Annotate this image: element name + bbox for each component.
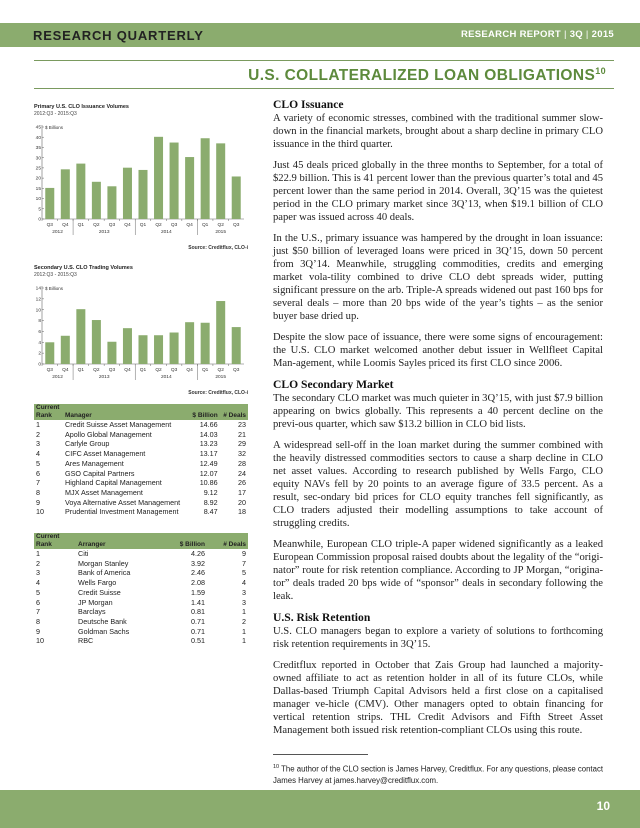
y-tick-label: 12 bbox=[35, 297, 41, 303]
amount-cell: 0.81 bbox=[191, 607, 205, 617]
y-tick-label: 25 bbox=[35, 166, 41, 172]
x-tick-label: Q4 bbox=[186, 223, 193, 228]
name-cell: Citi bbox=[78, 549, 89, 559]
paragraph: Creditflux reported in October that Zais Group had launched a majority-owned affiliate to act as retention holder in all of its future CLOs, while Dallas-based Triumph Capital Advisors held a first close on a capitalised manager ve-hicle (CMV). Other managers opted to obtain financing for vertical retention strips. THL Credit Advisors and Fifth Street Asset Management both issued risk retention-compliant CLOs using this route. bbox=[273, 660, 603, 736]
footer-bar bbox=[0, 790, 640, 828]
bar bbox=[61, 336, 70, 364]
deals-cell: 32 bbox=[238, 449, 246, 459]
rank-cell: 4 bbox=[36, 449, 40, 459]
x-tick-label: Q3 bbox=[46, 223, 53, 228]
rank-cell: 8 bbox=[36, 616, 40, 626]
amount-cell: 8.92 bbox=[203, 497, 218, 507]
y-tick-label: 2 bbox=[38, 351, 41, 357]
bar bbox=[107, 342, 116, 364]
primary-issuance-svg bbox=[34, 117, 248, 245]
y-tick-label: 0 bbox=[38, 217, 41, 223]
header-bar bbox=[0, 23, 640, 47]
deals-cell: 9 bbox=[242, 549, 246, 559]
x-tick-label: Q3 bbox=[233, 368, 240, 373]
table-row bbox=[34, 478, 248, 488]
title-rule-top bbox=[34, 60, 614, 61]
deals-cell: 17 bbox=[238, 487, 246, 497]
rank-cell: 8 bbox=[36, 487, 40, 497]
x-tick-label: Q1 bbox=[201, 223, 209, 228]
year-label: 2012 bbox=[52, 230, 63, 235]
name-cell: RBC bbox=[78, 636, 94, 646]
y-tick-label: 14 bbox=[35, 286, 41, 292]
bar bbox=[154, 335, 163, 364]
bar bbox=[185, 157, 194, 219]
rank-cell: 7 bbox=[36, 607, 40, 617]
deals-cell: 28 bbox=[238, 458, 246, 468]
paragraph: A variety of economic stresses, combined with the traditional summer slow-down in the financial markets, brought about a sharp decline in primary CLO issuance in the third quarter. bbox=[273, 113, 603, 150]
amount-cell: 2.46 bbox=[191, 568, 205, 578]
section-title: U.S. COLLATERALIZED LOAN OBLIGATIONS$^{10}$ bbox=[248, 66, 606, 85]
deals-cell: 2 bbox=[242, 616, 246, 626]
chart-source: Source: Creditflux, CLO-i bbox=[188, 245, 248, 251]
rank-cell: 9 bbox=[36, 497, 40, 507]
deals-cell: 23 bbox=[238, 420, 246, 429]
rank-cell: 7 bbox=[36, 478, 40, 488]
x-tick-label: Q4 bbox=[124, 223, 131, 228]
deals-cell: 5 bbox=[242, 568, 246, 578]
x-tick-label: Q2 bbox=[155, 223, 162, 228]
rank-cell: 10 bbox=[36, 636, 44, 646]
bar bbox=[201, 323, 210, 364]
footnote-rule bbox=[273, 754, 368, 755]
table-header: Rank bbox=[34, 541, 76, 549]
y-tick-label: 40 bbox=[35, 135, 41, 141]
unit-label: $ Billions bbox=[45, 286, 64, 291]
rank-cell: 2 bbox=[36, 558, 40, 568]
paragraph: U.S. CLO managers began to explore a variety of solutions to forthcoming risk retention requirements in 3Q’15. bbox=[273, 626, 603, 650]
primary-issuance-chart bbox=[34, 104, 248, 251]
paragraph: Despite the slow pace of issuance, there were some signs of encouragement: the U.S. CLO market welcomed another debut issuer in Wellfleet Capital Man-agement, while Loomis Sayles priced its first CLO since 2006. bbox=[273, 332, 603, 369]
rank-cell: 5 bbox=[36, 587, 40, 597]
title-rule-bottom bbox=[34, 88, 614, 89]
bar bbox=[185, 322, 194, 364]
table-row bbox=[34, 578, 248, 588]
year-label: 2013 bbox=[98, 230, 110, 235]
year-label: 2014 bbox=[160, 230, 172, 235]
publication-title: RESEARCH QUARTERLY bbox=[33, 28, 204, 43]
name-cell: Barclays bbox=[78, 607, 106, 617]
bar bbox=[154, 137, 163, 219]
bar bbox=[170, 143, 179, 219]
x-tick-label: Q1 bbox=[139, 368, 147, 373]
bar bbox=[76, 164, 85, 219]
manager-league-table bbox=[34, 404, 248, 517]
x-tick-label: Q3 bbox=[46, 368, 53, 373]
name-cell: GSO Capital Partners bbox=[65, 468, 135, 478]
deals-cell: 4 bbox=[242, 578, 246, 588]
x-tick-label: Q3 bbox=[170, 368, 178, 373]
rank-cell: 6 bbox=[36, 597, 40, 607]
bar bbox=[216, 143, 225, 219]
table-header: Current bbox=[34, 533, 76, 541]
x-tick-label: Q2 bbox=[217, 368, 224, 373]
name-cell: Prudential Investment Management bbox=[65, 507, 179, 517]
unit-label: $ Billions bbox=[45, 125, 64, 130]
bar bbox=[170, 333, 179, 364]
report-label: RESEARCH REPORT | 3Q | 2015 bbox=[460, 29, 614, 40]
heading-secondary-market: CLO Secondary Market bbox=[273, 378, 394, 391]
table-row bbox=[34, 420, 248, 430]
y-tick-label: 5 bbox=[38, 207, 41, 213]
y-tick-label: 45 bbox=[35, 125, 41, 131]
x-tick-label: Q1 bbox=[139, 223, 147, 228]
amount-cell: 2.08 bbox=[191, 578, 205, 588]
table-row bbox=[34, 449, 248, 459]
bar bbox=[232, 176, 241, 219]
table-row bbox=[34, 430, 248, 440]
paragraph: The secondary CLO market was much quieter in 3Q’15, with just $7.9 billion appearing on bwics globally. This represents a 40 percent decline on the previ-ous quarter, which saw $13.2 billion in CLO bid lists. bbox=[273, 393, 603, 430]
rank-cell: 10 bbox=[36, 507, 44, 517]
name-cell: Morgan Stanley bbox=[78, 558, 129, 568]
amount-cell: 10.86 bbox=[199, 478, 218, 488]
table-header: # Deals bbox=[207, 541, 248, 549]
y-tick-label: 0 bbox=[38, 362, 41, 368]
heading-clo-issuance: CLO Issuance bbox=[273, 98, 344, 111]
table-row bbox=[34, 607, 248, 617]
bar bbox=[201, 138, 210, 219]
amount-cell: 14.66 bbox=[199, 420, 218, 429]
bar bbox=[45, 188, 54, 219]
table-header: $ Billion bbox=[162, 541, 207, 549]
bar bbox=[107, 186, 116, 219]
x-tick-label: Q2 bbox=[155, 368, 162, 373]
paragraph: Meanwhile, European CLO triple-A paper widened significantly as a leaked European Commission proposal raised doubts about the legality of the “origi-nator” route for risk retention compliance. According to JP Morgan, “origina-tor” deals traded 20 bps wide of “sponsor” deals in secondary following the leak. bbox=[273, 539, 603, 602]
paragraph: A widespread sell-off in the loan market during the summer combined with the heavily distressed commodities sectors to cause a sharp decline in CLO net asset values. According to research published by Wells Fargo, CLO equity NAVs fell by 20 points to an average figure of 33.5 percent. As a result, sec-ondary bid prices for CLO equity tranches fell significantly, as CLO traders adjusted their modelling assumptions to take account of struggling credits. bbox=[273, 440, 603, 529]
deals-cell: 3 bbox=[242, 587, 246, 597]
secondary-trading-chart bbox=[34, 265, 248, 396]
table-row bbox=[34, 568, 248, 578]
name-cell: Apollo Global Management bbox=[65, 429, 152, 439]
bar bbox=[76, 309, 85, 364]
bar bbox=[138, 335, 147, 364]
deals-cell: 24 bbox=[238, 468, 246, 478]
name-cell: Bank of America bbox=[78, 568, 131, 578]
name-cell: Wells Fargo bbox=[78, 578, 117, 588]
name-cell: Credit Suisse Asset Management bbox=[65, 420, 172, 429]
x-tick-label: Q3 bbox=[233, 223, 240, 228]
y-tick-label: 10 bbox=[35, 308, 41, 314]
year-label: 2015 bbox=[215, 375, 227, 380]
deals-cell: 29 bbox=[238, 439, 246, 449]
x-tick-label: Q3 bbox=[108, 368, 116, 373]
table-row bbox=[34, 549, 248, 559]
x-tick-label: Q2 bbox=[93, 368, 100, 373]
amount-cell: 12.07 bbox=[199, 468, 218, 478]
arranger-league-table bbox=[34, 533, 248, 646]
x-tick-label: Q4 bbox=[62, 368, 69, 373]
y-tick-label: 20 bbox=[35, 176, 41, 182]
name-cell: Deutsche Bank bbox=[78, 616, 127, 626]
left-column bbox=[34, 104, 248, 646]
deals-cell: 1 bbox=[242, 626, 246, 636]
name-cell: JP Morgan bbox=[78, 597, 113, 607]
deals-cell: 20 bbox=[238, 497, 246, 507]
bar bbox=[216, 301, 225, 364]
footnote: $^{10}$ The author of the CLO section is James Harvey, Creditflux. For any questions, please contact James Harvey at james.harvey@creditflux.com. bbox=[273, 764, 604, 785]
chart-source: Source: Creditflux, CLO-i bbox=[188, 390, 248, 396]
x-tick-label: Q4 bbox=[62, 223, 69, 228]
table-header: Current bbox=[34, 404, 63, 412]
amount-cell: 1.59 bbox=[191, 587, 205, 597]
rank-cell: 5 bbox=[36, 458, 40, 468]
chart-title: Secondary U.S. CLO Trading Volumes bbox=[34, 265, 133, 271]
table-header: Rank bbox=[34, 412, 63, 420]
x-tick-label: Q1 bbox=[77, 223, 85, 228]
rank-cell: 1 bbox=[36, 549, 40, 559]
rank-cell: 2 bbox=[36, 429, 40, 439]
table-row bbox=[34, 469, 248, 479]
name-cell: Voya Alternative Asset Management bbox=[65, 497, 181, 507]
chart-subtitle: 2012:Q3 - 2015:Q3 bbox=[34, 272, 77, 278]
y-tick-label: 6 bbox=[38, 330, 41, 336]
deals-cell: 1 bbox=[242, 636, 246, 646]
amount-cell: 9.12 bbox=[203, 487, 218, 497]
amount-cell: 8.47 bbox=[203, 507, 218, 517]
chart-subtitle: 2012:Q3 - 2015:Q3 bbox=[34, 111, 77, 117]
bar bbox=[123, 168, 132, 219]
deals-cell: 3 bbox=[242, 597, 246, 607]
table-row bbox=[34, 588, 248, 598]
table-header: # Deals bbox=[220, 412, 248, 420]
year-label: 2014 bbox=[160, 375, 172, 380]
table-row bbox=[34, 498, 248, 508]
y-tick-label: 8 bbox=[38, 319, 41, 325]
bar bbox=[123, 328, 132, 364]
rank-cell: 4 bbox=[36, 578, 40, 588]
heading-risk-retention: U.S. Risk Retention bbox=[273, 611, 371, 624]
bar bbox=[61, 169, 70, 219]
bar bbox=[92, 182, 101, 219]
name-cell: Goldman Sachs bbox=[78, 626, 130, 636]
table-row bbox=[34, 559, 248, 569]
bar bbox=[92, 320, 101, 364]
table-row bbox=[34, 598, 248, 608]
rank-cell: 6 bbox=[36, 468, 40, 478]
amount-cell: 0.71 bbox=[191, 626, 205, 636]
amount-cell: 4.26 bbox=[191, 549, 205, 559]
x-tick-label: Q2 bbox=[93, 223, 100, 228]
name-cell: CIFC Asset Management bbox=[65, 449, 146, 459]
x-tick-label: Q2 bbox=[217, 223, 224, 228]
x-tick-label: Q4 bbox=[186, 368, 193, 373]
amount-cell: 0.51 bbox=[191, 636, 205, 646]
bar bbox=[45, 342, 54, 364]
table-header: Manager bbox=[63, 412, 189, 420]
name-cell: Ares Management bbox=[65, 458, 124, 468]
rank-cell: 9 bbox=[36, 626, 40, 636]
x-tick-label: Q3 bbox=[108, 223, 116, 228]
x-tick-label: Q1 bbox=[201, 368, 209, 373]
table-row bbox=[34, 617, 248, 627]
table-row bbox=[34, 439, 248, 449]
amount-cell: 13.17 bbox=[199, 449, 218, 459]
bar bbox=[232, 327, 241, 364]
y-tick-label: 30 bbox=[35, 156, 41, 162]
paragraph: Just 45 deals priced globally in the three months to September, for a total of $22.9 billion. This is 41 percent lower than the previous quarter’s total and 45 percent lower than the same period in 2014. Overall, 3Q’15 was the quietest period in the CLO primary market since 3Q’13, when $19.1 billion of CLO paper was issued across 40 deals. bbox=[273, 160, 604, 223]
amount-cell: 0.71 bbox=[191, 616, 205, 626]
deals-cell: 26 bbox=[238, 478, 246, 488]
name-cell: Highland Capital Management bbox=[65, 478, 162, 488]
paragraph: In the U.S., primary issuance was hampered by the drought in loan issuance: just $50 billion of leveraged loans were priced in 3Q’15, down 50 percent from 3Q’14. Meanwhile, struggling commodities, credits and emerging market vola-tility combined to drive CLO debt spreads wider, putting significant pressure on the arb. Triple-A spreads widened out past 160 bps for several deals – more than 20 bps wide of the year’s tights – as the senior buyer base dried up. bbox=[273, 233, 603, 322]
deals-cell: 21 bbox=[238, 429, 246, 439]
y-tick-label: 4 bbox=[38, 340, 41, 346]
table-header: Arranger bbox=[76, 541, 162, 549]
year-label: 2015 bbox=[215, 230, 227, 235]
page-number: 10 bbox=[596, 799, 610, 813]
y-tick-label: 15 bbox=[35, 186, 41, 192]
y-tick-label: 10 bbox=[35, 197, 41, 203]
chart-title: Primary U.S. CLO Issuance Volumes bbox=[34, 104, 129, 110]
table-row bbox=[34, 459, 248, 469]
table-row bbox=[34, 488, 248, 498]
deals-cell: 7 bbox=[242, 558, 246, 568]
y-tick-label: 35 bbox=[35, 146, 41, 152]
article-body bbox=[273, 98, 603, 745]
amount-cell: 12.49 bbox=[199, 458, 218, 468]
year-label: 2012 bbox=[52, 375, 63, 380]
table-row bbox=[34, 507, 248, 517]
deals-cell: 18 bbox=[238, 507, 246, 517]
table-row bbox=[34, 636, 248, 646]
rank-cell: 3 bbox=[36, 439, 40, 449]
bar bbox=[138, 170, 147, 219]
table-header: $ Billion bbox=[189, 412, 220, 420]
name-cell: Carlyle Group bbox=[65, 439, 110, 449]
x-tick-label: Q1 bbox=[77, 368, 85, 373]
rank-cell: 1 bbox=[36, 420, 40, 429]
table-row bbox=[34, 627, 248, 637]
amount-cell: 1.41 bbox=[191, 597, 205, 607]
deals-cell: 1 bbox=[242, 607, 246, 617]
amount-cell: 13.23 bbox=[199, 439, 218, 449]
x-tick-label: Q4 bbox=[124, 368, 131, 373]
year-label: 2013 bbox=[98, 375, 110, 380]
x-tick-label: Q3 bbox=[170, 223, 178, 228]
amount-cell: 3.92 bbox=[191, 558, 205, 568]
name-cell: MJX Asset Management bbox=[65, 487, 143, 497]
name-cell: Credit Suisse bbox=[78, 587, 121, 597]
secondary-trading-svg bbox=[34, 278, 248, 390]
amount-cell: 14.03 bbox=[199, 429, 218, 439]
rank-cell: 3 bbox=[36, 568, 40, 578]
